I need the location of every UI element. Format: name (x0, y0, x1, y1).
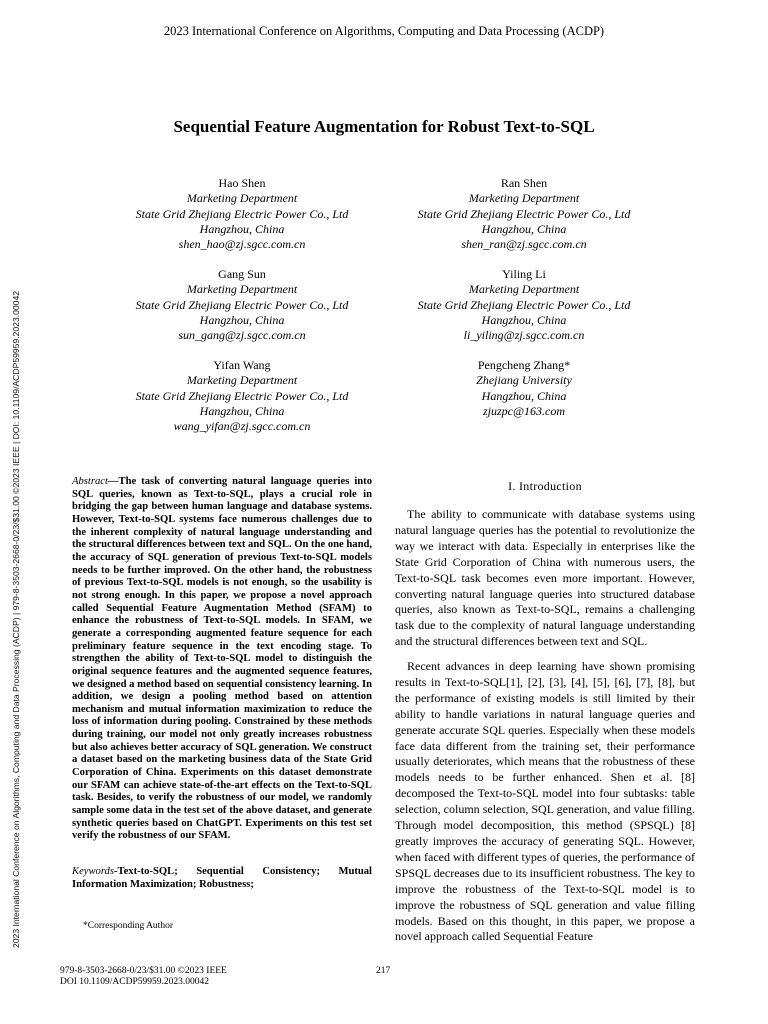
paragraph-text: Recent advances in deep learning have shown promising results in Text-to-SQL[1], [2], [3], [4], [5], [6], [7], [8], but the performance of existing models is still limited by their ability to handle variations in natural language queries and generate accurate SQL queries. Especially when these models face data different from the training set, their performance usually deteriorates, which means that the robustness of these models needs to be further enhanced. Shen et al. [8] decomposed the Text-to-SQL model into four subtasks: table selection, column selection, SQL generation, and value filling. Through model decomposition, this method (SPSQL) [8] greatly improves the accuracy of generating SQL. However, when faced with different types of queries, the performance of SPSQL decreases due to its insufficient robustness. The key to improve the robustness of the Text-to-SQL model is to improve the robustness of SQL generation and value filling models. Based on this thought, in this paper, we propose a novel approach called Sequential Feature (395, 659, 695, 944)
author-block (96, 267, 388, 343)
keywords-label: Keywords (72, 866, 114, 877)
author-dept: Marketing Department (468, 282, 580, 297)
author-name: Ran Shen (500, 176, 548, 190)
author-name: Gang Sun (218, 267, 266, 281)
author-block (378, 176, 670, 252)
side-note: 2023 International Conference on Algorithms, Computing and Data Processing (ACDP) | 979-8-3503-2668-0/23/$31.00 ©2023 IEEE | DOI: 10.1109/ACDP59959.2023.00042 (11, 290, 21, 948)
author-city: Hangzhou, China (199, 221, 285, 236)
abstract-label: Abstract (72, 476, 108, 487)
paragraph-text: The ability to communicate with database systems using natural language queries has the potential to revolutionize the way we interact with data. Especially in enterprises like the State Grid Corporation of China with numerous users, the Text-to-SQL task becomes even more important. However, converting natural language queries into structured database queries, also known as Text-to-SQL, remains a challenging task due to the complexity of natural language understanding and the structural differences between text and SQL. (395, 507, 695, 649)
author-name: Yifan Wang (213, 358, 271, 372)
keywords (72, 866, 372, 891)
section-heading: I. Introduction (508, 479, 582, 493)
author-email: shen_ran@zj.sgcc.com.cn (461, 237, 587, 252)
footer-doi: DOI 10.1109/ACDP59959.2023.00042 (60, 977, 210, 987)
keywords-text: -Text-to-SQL; Sequential Consistency; Mutual Information Maximization; Robustness; (72, 866, 372, 890)
author-org: Hangzhou, China (481, 388, 567, 403)
author-email: zjuzpc@163.com (482, 403, 566, 418)
author-city: Hangzhou, China (481, 221, 567, 236)
author-org: State Grid Zhejiang Electric Power Co., Ltd (135, 206, 349, 221)
author-block (96, 358, 388, 434)
author-city: Hangzhou, China (481, 312, 567, 327)
author-email: shen_hao@zj.sgcc.com.cn (178, 237, 306, 252)
author-email: li_yiling@zj.sgcc.com.cn (463, 328, 585, 343)
footer-publication-info (60, 966, 227, 988)
author-email: sun_gang@zj.sgcc.com.cn (178, 328, 306, 343)
author-org: State Grid Zhejiang Electric Power Co., Ltd (417, 206, 631, 221)
author-name: Hao Shen (218, 176, 266, 190)
page-number: 217 (376, 966, 391, 976)
abstract (72, 476, 372, 843)
author-block (96, 176, 388, 252)
author-name: Yiling Li (502, 267, 546, 281)
author-block (378, 358, 670, 419)
author-org: State Grid Zhejiang Electric Power Co., Ltd (135, 388, 349, 403)
author-dept: Marketing Department (186, 373, 298, 388)
conference-header: 2023 International Conference on Algorithms, Computing and Data Processing (ACDP) (163, 24, 605, 38)
author-dept: Marketing Department (186, 282, 298, 297)
footer-isbn: 979-8-3503-2668-0/23/$31.00 ©2023 IEEE (60, 966, 227, 976)
corresponding-author-note: *Corresponding Author (83, 921, 173, 931)
author-dept: Marketing Department (186, 191, 298, 206)
author-dept: Zhejiang University (476, 373, 572, 388)
author-email: wang_yifan@zj.sgcc.com.cn (173, 419, 311, 434)
author-name: Pengcheng Zhang* (477, 358, 571, 372)
author-city: Hangzhou, China (199, 312, 285, 327)
intro-paragraph (395, 659, 695, 945)
abstract-text: —The task of converting natural language queries into SQL queries, known as Text-to-SQL, plays a crucial role in bridging the gap between human language and database systems. However, Text-to-SQL systems face numerous challenges due to the inherent complexity of natural language understanding and the structural differences between text and SQL. On the one hand, the accuracy of SQL generation of previous Text-to-SQL models needs to be further improved. On the other hand, the robustness of previous Text-to-SQL models is not enough, so the usability is not strong enough. In this paper, we propose a novel approach called Sequential Feature Augmentation Method (SFAM) to enhance the robustness of Text-to-SQL models. In SFAM, we generate a corresponding augmented feature sequence for each preliminary feature sequence in the text encoding stage. To strengthen the ability of Text-to-SQL model to distinguish the original sequence features and the augmented sequence features, we designed a method based on sequential consistency learning. In addition, we design a pooling method based on attention mechanism and mutual information maximization to reduce the loss of information during pooling. Constrained by these methods during training, our model not only greatly increases robustness but also achieves better accuracy of SQL generation. We construct a dataset based on the marketing business data of the State Grid Corporation of China. Experiments on this dataset demonstrate our SFAM can achieve state-of-the-art effects on the Text-to-SQL task. Besides, to verify the robustness of our model, we randomly sample some data in the test set of the above dataset, and generate synthetic queries based on ChatGPT. Experiments on this test set verify the robustness of our SFAM. (72, 476, 372, 842)
paper-title: Sequential Feature Augmentation for Robust Text-to-SQL (173, 117, 595, 136)
author-block (378, 267, 670, 343)
intro-paragraph (395, 507, 695, 650)
author-city: Hangzhou, China (199, 403, 285, 418)
author-org: State Grid Zhejiang Electric Power Co., Ltd (417, 297, 631, 312)
author-org: State Grid Zhejiang Electric Power Co., Ltd (135, 297, 349, 312)
author-dept: Marketing Department (468, 191, 580, 206)
